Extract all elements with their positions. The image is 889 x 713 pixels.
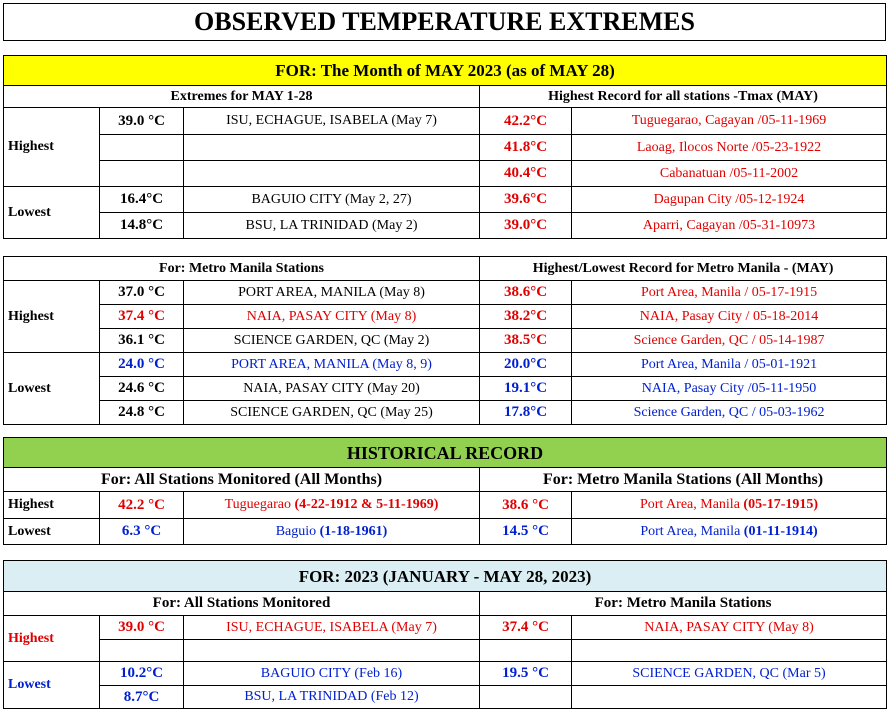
month-lowest-station: BSU, LA TRINIDAD (May 2): [184, 213, 480, 239]
metro-highest-label: Highest: [4, 281, 100, 353]
historical-highest-label: Highest: [4, 492, 100, 519]
metro-lowest-value: 24.0 °C: [100, 353, 184, 377]
year-mm-lowest-station: SCIENCE GARDEN, QC (Mar 5): [572, 662, 887, 686]
metro-record-value: 20.0°C: [480, 353, 572, 377]
metro-lowest-station: PORT AREA, MANILA (May 8, 9): [184, 353, 480, 377]
historical-right-header: For: Metro Manila Stations (All Months): [480, 468, 887, 492]
record-station: Tuguegarao, Cagayan /05-11-1969: [572, 108, 887, 135]
year-mm-highest-value: 37.4 °C: [480, 616, 572, 640]
year-right-header: For: Metro Manila Stations: [480, 592, 887, 616]
metro-highest-value: 36.1 °C: [100, 329, 184, 353]
metro-record-station: Science Garden, QC / 05-14-1987: [572, 329, 887, 353]
metro-left-header: For: Metro Manila Stations: [4, 257, 480, 281]
year-lowest-value: 8.7°C: [100, 686, 184, 709]
metro-record-value: 38.2°C: [480, 305, 572, 329]
metro-record-value: 17.8°C: [480, 401, 572, 425]
month-highest-value: 39.0 °C: [100, 108, 184, 135]
year-lowest-station: BAGUIO CITY (Feb 16): [184, 662, 480, 686]
month-highest-value: [100, 161, 184, 187]
month-heading: FOR: The Month of MAY 2023 (as of MAY 28): [4, 56, 887, 86]
month-lowest-station: BAGUIO CITY (May 2, 27): [184, 187, 480, 213]
year-lowest-value: 10.2°C: [100, 662, 184, 686]
metro-record-station: Port Area, Manila / 05-01-1921: [572, 353, 887, 377]
year-mm-highest-station: NAIA, PASAY CITY (May 8): [572, 616, 887, 640]
metro-record-station: NAIA, Pasay City /05-11-1950: [572, 377, 887, 401]
metro-record-station: Port Area, Manila / 05-17-1915: [572, 281, 887, 305]
month-lowest-value: 14.8°C: [100, 213, 184, 239]
year-lowest-station: BSU, LA TRINIDAD (Feb 12): [184, 686, 480, 709]
year-mm-lowest-value: 19.5 °C: [480, 662, 572, 686]
metro-lowest-value: 24.6 °C: [100, 377, 184, 401]
year-highest-label: Highest: [4, 616, 100, 662]
metro-record-value: 38.6°C: [480, 281, 572, 305]
month-lowest-value: 16.4°C: [100, 187, 184, 213]
month-highest-station: ISU, ECHAGUE, ISABELA (May 7): [184, 108, 480, 135]
historical-lowest-station: Baguio (1-18-1961): [184, 519, 480, 545]
historical-mm-highest-value: 38.6 °C: [480, 492, 572, 519]
year-highest-station: ISU, ECHAGUE, ISABELA (May 7): [184, 616, 480, 640]
metro-manila-table: [3, 256, 887, 425]
metro-highest-value: 37.0 °C: [100, 281, 184, 305]
historical-lowest-value: 6.3 °C: [100, 519, 184, 545]
page-title: OBSERVED TEMPERATURE EXTREMES: [3, 3, 886, 41]
historical-highest-value: 42.2 °C: [100, 492, 184, 519]
month-highest-station: [184, 135, 480, 161]
record-station: Aparri, Cagayan /05-31-10973: [572, 213, 887, 239]
month-extremes-table: [3, 55, 887, 239]
record-value: 39.0°C: [480, 213, 572, 239]
metro-right-header: Highest/Lowest Record for Metro Manila - (MAY): [480, 257, 887, 281]
historical-left-header: For: All Stations Monitored (All Months): [4, 468, 480, 492]
metro-lowest-value: 24.8 °C: [100, 401, 184, 425]
metro-record-station: NAIA, Pasay City / 05-18-2014: [572, 305, 887, 329]
record-value: 41.8°C: [480, 135, 572, 161]
year-left-header: For: All Stations Monitored: [4, 592, 480, 616]
metro-record-value: 19.1°C: [480, 377, 572, 401]
record-station: Dagupan City /05-12-1924: [572, 187, 887, 213]
metro-highest-value: 37.4 °C: [100, 305, 184, 329]
metro-record-station: Science Garden, QC / 05-03-1962: [572, 401, 887, 425]
record-station: Laoag, Ilocos Norte /05-23-1922: [572, 135, 887, 161]
metro-lowest-station: NAIA, PASAY CITY (May 20): [184, 377, 480, 401]
historical-heading: HISTORICAL RECORD: [4, 438, 887, 468]
month-highest-station: [184, 161, 480, 187]
year-2023-table: [3, 560, 887, 709]
record-station: Cabanatuan /05-11-2002: [572, 161, 887, 187]
historical-record-table: [3, 437, 887, 545]
month-right-header: Highest Record for all stations -Tmax (MAY): [480, 86, 887, 108]
month-highest-label: Highest: [4, 108, 100, 187]
year-lowest-label: Lowest: [4, 662, 100, 709]
month-highest-value: [100, 135, 184, 161]
historical-mm-highest-station: Port Area, Manila (05-17-1915): [572, 492, 887, 519]
metro-highest-station: PORT AREA, MANILA (May 8): [184, 281, 480, 305]
record-value: 40.4°C: [480, 161, 572, 187]
record-value: 42.2°C: [480, 108, 572, 135]
year-heading: FOR: 2023 (JANUARY - MAY 28, 2023): [4, 561, 887, 592]
metro-highest-station: NAIA, PASAY CITY (May 8): [184, 305, 480, 329]
month-lowest-label: Lowest: [4, 187, 100, 239]
month-left-header: Extremes for MAY 1-28: [4, 86, 480, 108]
record-value: 39.6°C: [480, 187, 572, 213]
historical-highest-station: Tuguegarao (4-22-1912 & 5-11-1969): [184, 492, 480, 519]
metro-lowest-label: Lowest: [4, 353, 100, 425]
historical-mm-lowest-value: 14.5 °C: [480, 519, 572, 545]
metro-lowest-station: SCIENCE GARDEN, QC (May 25): [184, 401, 480, 425]
historical-lowest-label: Lowest: [4, 519, 100, 545]
historical-mm-lowest-station: Port Area, Manila (01-11-1914): [572, 519, 887, 545]
metro-record-value: 38.5°C: [480, 329, 572, 353]
year-highest-value: 39.0 °C: [100, 616, 184, 640]
metro-highest-station: SCIENCE GARDEN, QC (May 2): [184, 329, 480, 353]
